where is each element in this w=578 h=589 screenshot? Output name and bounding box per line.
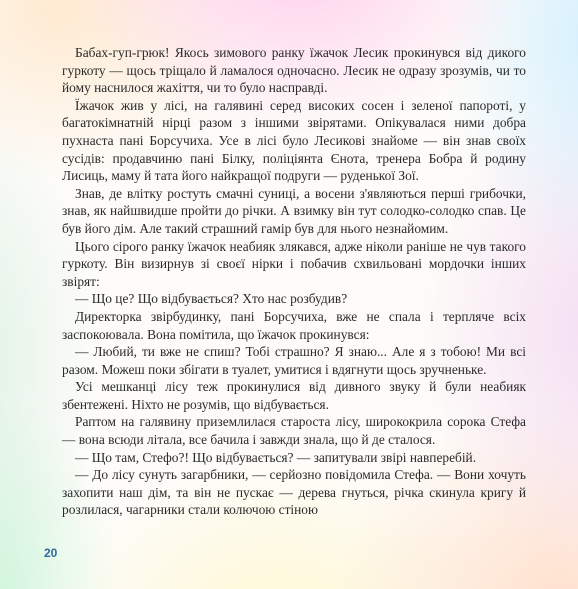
paragraph: Раптом на галявину приземлилася староста лісу, ширококрила сорока Стефа — вона всюди літала, все бачила і завжди знала, що й де сталося. bbox=[62, 414, 526, 448]
dialogue-line: — До лісу сунуть загарбники, — серйозно повідомила Стефа. — Вони хочуть захопити наш дім, та він не пускає — дерева гнуться, річка скинула кригу й розлилася, чагарники стали колючою стіною bbox=[62, 467, 526, 518]
paragraph: Цього сірого ранку їжачок неабияк злякався, адже ніколи раніше не чув такого гуркоту. Він визирнув зі своєї нірки і побачив схвильовані мордочки інших звірят: bbox=[62, 238, 526, 289]
paragraph: Їжачок жив у лісі, на галявині серед високих сосен і зеленої папороті, у багатокімнатній нірці разом з іншими звірятами. Опікувалася ними добра пухнаста пані Борсучиха. Усе в лісі було Лесикові знайоме — він знав своїх сусідів: продавчиню пані Білку, поліціянта Єнота, тренера Бобра й родину Лисиць, маму й тата його найкращої подруги — руденької Зої. bbox=[62, 97, 526, 184]
paragraph: Бабах-гуп-грюк! Якось зимового ранку їжачок Лесик прокинувся від дикого гуркоту — щось тріщало й ламалося одночасно. Лесик не одразу зрозумів, чи то йому наснилося жахіття, чи то було насправді. bbox=[62, 45, 526, 96]
paragraph: Усі мешканці лісу теж прокинулися від дивного звуку й були неабияк збентежені. Ніхто не розумів, що відбувається. bbox=[62, 379, 526, 412]
dialogue-line: — Що там, Стефо?! Що відбувається? — запитували звірі навперебій. bbox=[75, 449, 477, 465]
dialogue-line: — Що це? Що відбувається? Хто нас розбудив? bbox=[75, 291, 348, 307]
paragraph: Директорка звірбудинку, пані Борсучиха, вже не спала і терпляче всіх заспокоювала. Вона помітила, що їжачок прокинувся: bbox=[62, 308, 526, 342]
paragraph: Знав, де влітку ростуть смачні суниці, а восени з'являються перші грибочки, знав, як найшвидше пройти до річки. А взимку він тут солодко-солодко спав. Це був його дім. Але такий страшний гамір був для нього незнайомим. bbox=[62, 185, 526, 236]
dialogue-line: — Любий, ти вже не спиш? Тобі страшно? Я знаю... Але я з тобою! Ми всі разом. Можеш поки збігати в туалет, умитися і вдягнути щось зручненьке. bbox=[62, 344, 526, 377]
page-number: 20 bbox=[44, 546, 58, 560]
page-text bbox=[62, 44, 526, 519]
